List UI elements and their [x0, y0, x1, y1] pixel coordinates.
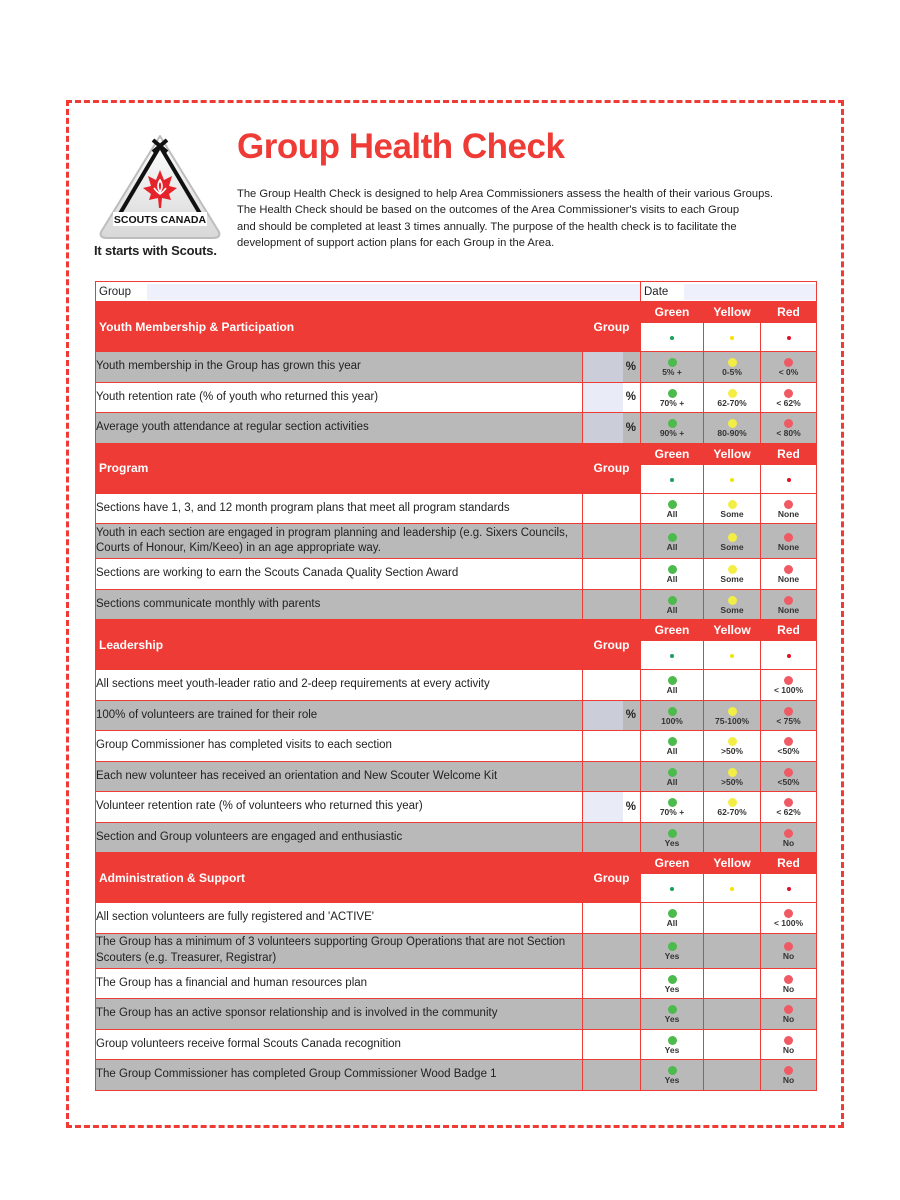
criterion-text: The Group has a financial and human resources plan	[96, 968, 583, 999]
yellow-threshold: Some	[720, 508, 744, 519]
criterion-text: All section volunteers are fully registered and 'ACTIVE'	[96, 903, 583, 934]
group-score-cell[interactable]	[583, 1060, 641, 1091]
red-circle-icon	[784, 707, 793, 716]
group-score-cell[interactable]	[583, 761, 641, 792]
red-dot-icon	[787, 887, 791, 891]
red-dot-icon	[787, 336, 791, 340]
green-circle-icon	[668, 768, 677, 777]
red-threshold: None	[777, 541, 800, 552]
red-threshold: None	[777, 508, 800, 519]
yellow-legend-cell	[704, 641, 761, 670]
red-indicator-cell	[761, 382, 817, 413]
yellow-indicator-cell	[704, 1060, 761, 1091]
red-indicator-cell	[761, 559, 817, 590]
section-header	[96, 620, 817, 641]
green-indicator-cell	[641, 1029, 704, 1060]
green-legend-cell	[641, 323, 704, 352]
section-header	[96, 853, 817, 874]
group-score-cell[interactable]	[583, 559, 641, 590]
yellow-indicator-cell	[704, 903, 761, 934]
red-column-header: Red	[761, 302, 817, 323]
green-threshold: All	[666, 776, 678, 787]
red-circle-icon	[784, 768, 793, 777]
yellow-indicator-cell	[704, 382, 761, 413]
yellow-dot-icon	[730, 654, 734, 658]
intro-line: development of support action plans for each Group in the Area.	[237, 237, 555, 250]
green-indicator-cell	[641, 559, 704, 590]
intro-line: The Group Health Check is designed to help Area Commissioners assess the health of their various Groups.	[237, 188, 774, 200]
criterion-text: The Group has an active sponsor relationship and is involved in the community	[96, 999, 583, 1030]
green-column-header: Green	[641, 443, 704, 464]
red-threshold: No	[782, 983, 795, 994]
green-legend-cell	[641, 464, 704, 493]
yellow-legend-cell	[704, 323, 761, 352]
green-indicator-cell	[641, 933, 704, 968]
section-title: Leadership	[96, 620, 583, 670]
percent-sign: %	[625, 800, 636, 813]
red-circle-icon	[784, 389, 793, 398]
green-circle-icon	[668, 389, 677, 398]
group-score-cell[interactable]	[583, 589, 641, 620]
yellow-threshold: Some	[720, 574, 744, 585]
yellow-dot-icon	[730, 478, 734, 482]
yellow-threshold: Some	[720, 604, 744, 615]
group-score-cell[interactable]	[583, 352, 641, 383]
criterion-text: Group Commissioner has completed visits to each section	[96, 731, 583, 762]
red-column-header: Red	[761, 620, 817, 641]
red-threshold: < 62%	[776, 807, 801, 818]
green-circle-icon	[668, 500, 677, 509]
yellow-indicator-cell	[704, 761, 761, 792]
green-circle-icon	[668, 737, 677, 746]
yellow-circle-icon	[728, 707, 737, 716]
yellow-threshold: 62-70%	[717, 807, 747, 818]
group-date-row	[96, 282, 817, 302]
red-column-header: Red	[761, 443, 817, 464]
yellow-circle-icon	[728, 358, 737, 367]
green-dot-icon	[670, 478, 674, 482]
red-legend-cell	[761, 641, 817, 670]
section-title: Program	[96, 443, 583, 493]
green-indicator-cell	[641, 792, 704, 823]
green-indicator-cell	[641, 352, 704, 383]
table-row	[96, 670, 817, 701]
green-threshold: All	[666, 574, 678, 585]
red-circle-icon	[784, 1036, 793, 1045]
table-row	[96, 559, 817, 590]
group-score-cell[interactable]	[583, 968, 641, 999]
red-circle-icon	[784, 358, 793, 367]
green-threshold: 100%	[661, 715, 683, 726]
group-score-input[interactable]	[583, 413, 623, 443]
yellow-indicator-cell	[704, 822, 761, 853]
yellow-circle-icon	[728, 565, 737, 574]
green-circle-icon	[668, 533, 677, 542]
section-title: Youth Membership & Participation	[96, 302, 583, 352]
group-score-cell[interactable]	[583, 792, 641, 823]
red-threshold: < 0%	[778, 367, 799, 378]
red-circle-icon	[784, 975, 793, 984]
date-input[interactable]	[684, 284, 816, 300]
criterion-text: Group volunteers receive formal Scouts Canada recognition	[96, 1029, 583, 1060]
red-threshold: <50%	[777, 776, 800, 787]
section-title: Administration & Support	[96, 853, 583, 903]
yellow-indicator-cell	[704, 700, 761, 731]
green-legend-cell	[641, 874, 704, 903]
percent-sign: %	[625, 360, 636, 373]
red-indicator-cell	[761, 968, 817, 999]
percent-sign: %	[625, 391, 636, 404]
yellow-circle-icon	[728, 737, 737, 746]
yellow-indicator-cell	[704, 352, 761, 383]
green-circle-icon	[668, 829, 677, 838]
group-score-cell[interactable]	[583, 382, 641, 413]
green-indicator-cell	[641, 589, 704, 620]
green-threshold: All	[666, 918, 678, 929]
table-row	[96, 761, 817, 792]
table-row	[96, 413, 817, 444]
green-indicator-cell	[641, 413, 704, 444]
yellow-indicator-cell	[704, 559, 761, 590]
red-dot-icon	[787, 478, 791, 482]
red-circle-icon	[784, 1066, 793, 1075]
group-score-cell[interactable]	[583, 1029, 641, 1060]
table-row	[96, 999, 817, 1030]
green-indicator-cell	[641, 1060, 704, 1091]
section-header	[96, 443, 817, 464]
red-circle-icon	[784, 737, 793, 746]
yellow-dot-icon	[730, 887, 734, 891]
red-indicator-cell	[761, 413, 817, 444]
group-score-input[interactable]	[583, 792, 623, 822]
green-indicator-cell	[641, 761, 704, 792]
green-column-header: Green	[641, 620, 704, 641]
red-indicator-cell	[761, 524, 817, 559]
yellow-indicator-cell	[704, 524, 761, 559]
yellow-circle-icon	[728, 533, 737, 542]
green-threshold: 70% +	[659, 397, 685, 408]
table-row	[96, 792, 817, 823]
group-column-header: Group	[583, 853, 641, 903]
yellow-legend-cell	[704, 464, 761, 493]
table-row	[96, 589, 817, 620]
green-indicator-cell	[641, 903, 704, 934]
red-indicator-cell	[761, 761, 817, 792]
group-score-cell[interactable]	[583, 413, 641, 444]
green-indicator-cell	[641, 700, 704, 731]
green-dot-icon	[670, 654, 674, 658]
red-indicator-cell	[761, 903, 817, 934]
green-threshold: Yes	[664, 837, 680, 848]
red-indicator-cell	[761, 792, 817, 823]
green-circle-icon	[668, 1036, 677, 1045]
yellow-indicator-cell	[704, 1029, 761, 1060]
red-threshold: < 100%	[773, 918, 804, 929]
yellow-circle-icon	[728, 389, 737, 398]
criterion-text: Youth in each section are engaged in program planning and leadership (e.g. Sixers Councils, Courts of Honour, Kim/Keeo) in an age appropriate way.	[96, 524, 583, 559]
group-label: Group	[96, 286, 147, 298]
table-row	[96, 903, 817, 934]
red-indicator-cell	[761, 493, 817, 524]
yellow-column-header: Yellow	[704, 620, 761, 641]
yellow-indicator-cell	[704, 670, 761, 701]
green-dot-icon	[670, 336, 674, 340]
red-threshold: None	[777, 604, 800, 615]
red-column-header: Red	[761, 853, 817, 874]
criterion-text: All sections meet youth-leader ratio and 2-deep requirements at every activity	[96, 670, 583, 701]
group-score-input[interactable]	[583, 383, 623, 413]
criterion-text: Average youth attendance at regular section activities	[96, 413, 583, 444]
group-score-cell[interactable]	[583, 670, 641, 701]
green-threshold: Yes	[664, 951, 680, 961]
yellow-column-header: Yellow	[704, 443, 761, 464]
red-indicator-cell	[761, 999, 817, 1030]
red-threshold: < 75%	[776, 715, 801, 726]
red-circle-icon	[784, 942, 793, 951]
yellow-threshold: >50%	[721, 746, 743, 757]
green-column-header: Green	[641, 853, 704, 874]
red-indicator-cell	[761, 1029, 817, 1060]
criterion-text: Sections communicate monthly with parents	[96, 589, 583, 620]
percent-sign: %	[625, 709, 636, 722]
group-score-cell[interactable]	[583, 822, 641, 853]
yellow-indicator-cell	[704, 999, 761, 1030]
group-score-cell[interactable]	[583, 903, 641, 934]
group-score-cell[interactable]	[583, 524, 641, 559]
criterion-text: Sections have 1, 3, and 12 month program plans that meet all program standards	[96, 493, 583, 524]
yellow-indicator-cell	[704, 933, 761, 968]
yellow-column-header: Yellow	[704, 853, 761, 874]
yellow-threshold: >50%	[721, 776, 743, 787]
red-threshold: < 80%	[776, 428, 801, 439]
yellow-threshold: Some	[720, 541, 744, 552]
green-circle-icon	[668, 419, 677, 428]
table-row	[96, 822, 817, 853]
yellow-threshold: 80-90%	[717, 428, 747, 439]
red-legend-cell	[761, 464, 817, 493]
date-field-cell[interactable]	[641, 282, 817, 302]
yellow-threshold: 0-5%	[722, 367, 742, 378]
red-indicator-cell	[761, 352, 817, 383]
red-dot-icon	[787, 654, 791, 658]
intro-paragraph	[237, 186, 827, 252]
green-threshold: All	[666, 604, 678, 615]
red-threshold: < 100%	[773, 685, 804, 696]
green-threshold: All	[666, 746, 678, 757]
table-row	[96, 524, 817, 559]
red-circle-icon	[784, 829, 793, 838]
red-threshold: No	[782, 951, 795, 961]
green-indicator-cell	[641, 968, 704, 999]
red-circle-icon	[784, 1005, 793, 1014]
yellow-indicator-cell	[704, 493, 761, 524]
yellow-circle-icon	[728, 798, 737, 807]
group-score-cell[interactable]	[583, 731, 641, 762]
red-circle-icon	[784, 676, 793, 685]
green-circle-icon	[668, 676, 677, 685]
green-indicator-cell	[641, 524, 704, 559]
green-circle-icon	[668, 942, 677, 951]
green-indicator-cell	[641, 382, 704, 413]
criterion-text: The Group Commissioner has completed Group Commissioner Wood Badge 1	[96, 1060, 583, 1091]
red-circle-icon	[784, 798, 793, 807]
yellow-threshold: 62-70%	[717, 397, 747, 408]
red-indicator-cell	[761, 731, 817, 762]
group-field-cell[interactable]	[96, 282, 641, 302]
group-score-cell[interactable]	[583, 933, 641, 968]
green-circle-icon	[668, 975, 677, 984]
green-threshold: Yes	[664, 1014, 680, 1025]
table-row	[96, 731, 817, 762]
red-indicator-cell	[761, 670, 817, 701]
percent-sign: %	[625, 421, 636, 434]
green-circle-icon	[668, 707, 677, 716]
date-label: Date	[641, 286, 684, 298]
green-circle-icon	[668, 565, 677, 574]
green-legend-cell	[641, 641, 704, 670]
green-threshold: 70% +	[659, 807, 685, 818]
health-check-table	[95, 281, 817, 1091]
red-indicator-cell	[761, 933, 817, 968]
table-row	[96, 382, 817, 413]
criterion-text: 100% of volunteers are trained for their role	[96, 700, 583, 731]
red-indicator-cell	[761, 589, 817, 620]
yellow-indicator-cell	[704, 589, 761, 620]
green-indicator-cell	[641, 822, 704, 853]
group-column-header: Group	[583, 302, 641, 352]
criterion-text: Volunteer retention rate (% of volunteers who returned this year)	[96, 792, 583, 823]
group-input[interactable]	[147, 284, 640, 300]
section-header	[96, 302, 817, 323]
group-score-cell[interactable]	[583, 700, 641, 731]
tagline: It starts with Scouts.	[94, 243, 217, 258]
group-score-cell[interactable]	[583, 999, 641, 1030]
red-legend-cell	[761, 874, 817, 903]
yellow-circle-icon	[728, 500, 737, 509]
red-threshold: No	[782, 1014, 795, 1025]
yellow-indicator-cell	[704, 731, 761, 762]
red-indicator-cell	[761, 1060, 817, 1091]
red-circle-icon	[784, 533, 793, 542]
group-score-input[interactable]	[583, 701, 623, 731]
yellow-circle-icon	[728, 419, 737, 428]
green-indicator-cell	[641, 731, 704, 762]
green-circle-icon	[668, 1066, 677, 1075]
criterion-text: Youth retention rate (% of youth who returned this year)	[96, 382, 583, 413]
green-threshold: Yes	[664, 983, 680, 994]
yellow-threshold: 75-100%	[714, 715, 750, 726]
criterion-text: Sections are working to earn the Scouts Canada Quality Section Award	[96, 559, 583, 590]
table-row	[96, 933, 817, 968]
red-legend-cell	[761, 323, 817, 352]
green-indicator-cell	[641, 493, 704, 524]
table-row	[96, 700, 817, 731]
group-column-header: Group	[583, 620, 641, 670]
criterion-text: The Group has a minimum of 3 volunteers supporting Group Operations that are not Section Scouters (e.g. Treasurer, Registrar)	[96, 933, 583, 968]
green-circle-icon	[668, 909, 677, 918]
red-threshold: No	[782, 837, 795, 848]
green-indicator-cell	[641, 999, 704, 1030]
red-circle-icon	[784, 419, 793, 428]
green-indicator-cell	[641, 670, 704, 701]
red-indicator-cell	[761, 822, 817, 853]
green-threshold: All	[666, 541, 678, 552]
green-threshold: All	[666, 685, 678, 696]
criterion-text: Section and Group volunteers are engaged and enthusiastic	[96, 822, 583, 853]
group-score-cell[interactable]	[583, 493, 641, 524]
green-threshold: All	[666, 508, 678, 519]
red-circle-icon	[784, 596, 793, 605]
table-row	[96, 352, 817, 383]
yellow-column-header: Yellow	[704, 302, 761, 323]
red-indicator-cell	[761, 700, 817, 731]
green-column-header: Green	[641, 302, 704, 323]
green-circle-icon	[668, 798, 677, 807]
table-row	[96, 1029, 817, 1060]
yellow-legend-cell	[704, 874, 761, 903]
red-threshold: No	[782, 1075, 795, 1086]
green-threshold: Yes	[664, 1044, 680, 1055]
yellow-circle-icon	[728, 596, 737, 605]
red-threshold: <50%	[777, 746, 800, 757]
yellow-circle-icon	[728, 768, 737, 777]
green-dot-icon	[670, 887, 674, 891]
criterion-text: Each new volunteer has received an orientation and New Scouter Welcome Kit	[96, 761, 583, 792]
yellow-indicator-cell	[704, 413, 761, 444]
red-threshold: None	[777, 574, 800, 585]
red-circle-icon	[784, 909, 793, 918]
red-threshold: < 62%	[776, 397, 801, 408]
criterion-text: Youth membership in the Group has grown this year	[96, 352, 583, 383]
green-threshold: Yes	[664, 1075, 680, 1086]
svg-text:SCOUTS CANADA: SCOUTS CANADA	[113, 214, 207, 226]
green-circle-icon	[668, 358, 677, 367]
group-column-header: Group	[583, 443, 641, 493]
red-circle-icon	[784, 565, 793, 574]
red-threshold: No	[782, 1044, 795, 1055]
green-threshold: 90% +	[659, 428, 685, 439]
green-circle-icon	[668, 1005, 677, 1014]
intro-line: and should be completed at least 3 times annually. The purpose of the health check is to facilitate the	[237, 220, 737, 233]
group-score-input[interactable]	[583, 352, 623, 382]
green-circle-icon	[668, 596, 677, 605]
green-threshold: 5% +	[662, 367, 682, 378]
table-row	[96, 968, 817, 999]
table-row	[96, 1060, 817, 1091]
red-circle-icon	[784, 500, 793, 509]
page-title: Group Health Check	[237, 127, 565, 166]
yellow-indicator-cell	[704, 968, 761, 999]
yellow-indicator-cell	[704, 792, 761, 823]
intro-line: The Health Check should be based on the outcomes of the Area Commissioner's visits to each Group	[237, 204, 740, 217]
table-row	[96, 493, 817, 524]
yellow-dot-icon	[730, 336, 734, 340]
